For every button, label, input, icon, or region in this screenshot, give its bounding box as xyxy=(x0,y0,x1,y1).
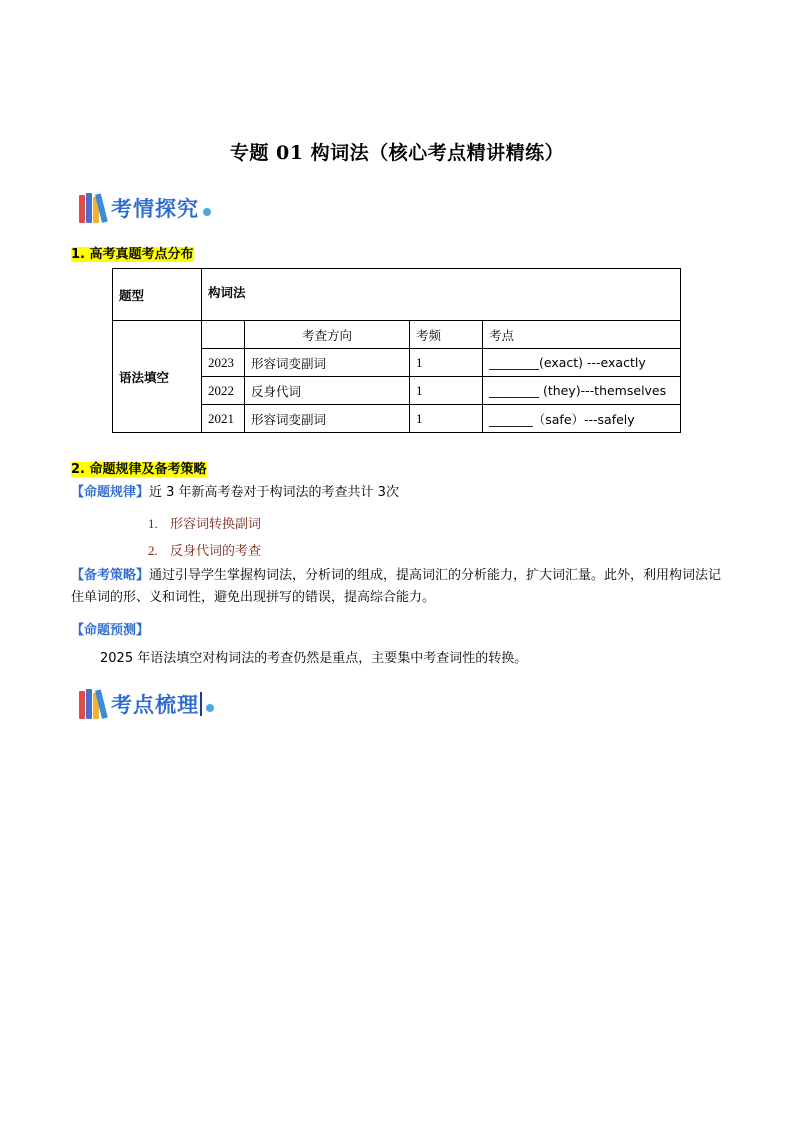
table-subheader: 考点 xyxy=(483,321,681,349)
section-heading-1: 1. 高考真题考点分布 xyxy=(71,247,194,262)
page-title: 专题 01 构词法（核心考点精讲精练） xyxy=(229,142,565,164)
strategy-paragraph: 【备考策略】通过引导学生掌握构词法，分析词的组成，提高词汇的分析能力，扩大词汇量。此外，利用构词法记住单词的形、义和词性，避免出现拼写的错误，提高综合能力。 xyxy=(71,568,722,605)
dot-icon xyxy=(206,704,214,712)
banner-title: 考情探究 xyxy=(111,197,199,221)
table-subheader: 考查方向 xyxy=(245,321,410,349)
predict-paragraph: 2025 年语法填空对构词法的考查仍然是重点，主要集中考查词性的转换。 xyxy=(100,651,528,666)
section-banner-points xyxy=(79,686,214,722)
books-icon xyxy=(79,689,109,719)
table-category: 语法填空 xyxy=(113,321,202,433)
predict-label: 【命题预测】 xyxy=(71,623,150,638)
list-item: 2. 反身代词的考查 xyxy=(148,543,262,559)
banner-title: 考点梳理 xyxy=(111,693,199,717)
dot-icon xyxy=(203,208,211,216)
table-topic: 构词法 xyxy=(202,269,681,321)
list-item: 1. 形容词转换副词 xyxy=(148,516,262,532)
exam-table xyxy=(112,268,681,433)
table-row: 2022 反身代词 1 ________ (they)---themselves xyxy=(113,377,681,405)
section-banner-exam xyxy=(79,190,211,226)
table-row: 2023 形容词变副词 1 ________(exact) ---exactly xyxy=(113,349,681,377)
rule-paragraph: 【命题规律】近 3 年新高考卷对于构词法的考查共计 3次 xyxy=(71,485,399,500)
table-header-type: 题型 xyxy=(113,269,202,321)
books-icon xyxy=(79,193,109,223)
table-subheader: 考频 xyxy=(410,321,483,349)
table-row: 2021 形容词变副词 1 _______（safe）---safely xyxy=(113,405,681,433)
section-heading-2: 2. 命题规律及备考策略 xyxy=(71,462,207,477)
text-cursor xyxy=(200,692,202,716)
